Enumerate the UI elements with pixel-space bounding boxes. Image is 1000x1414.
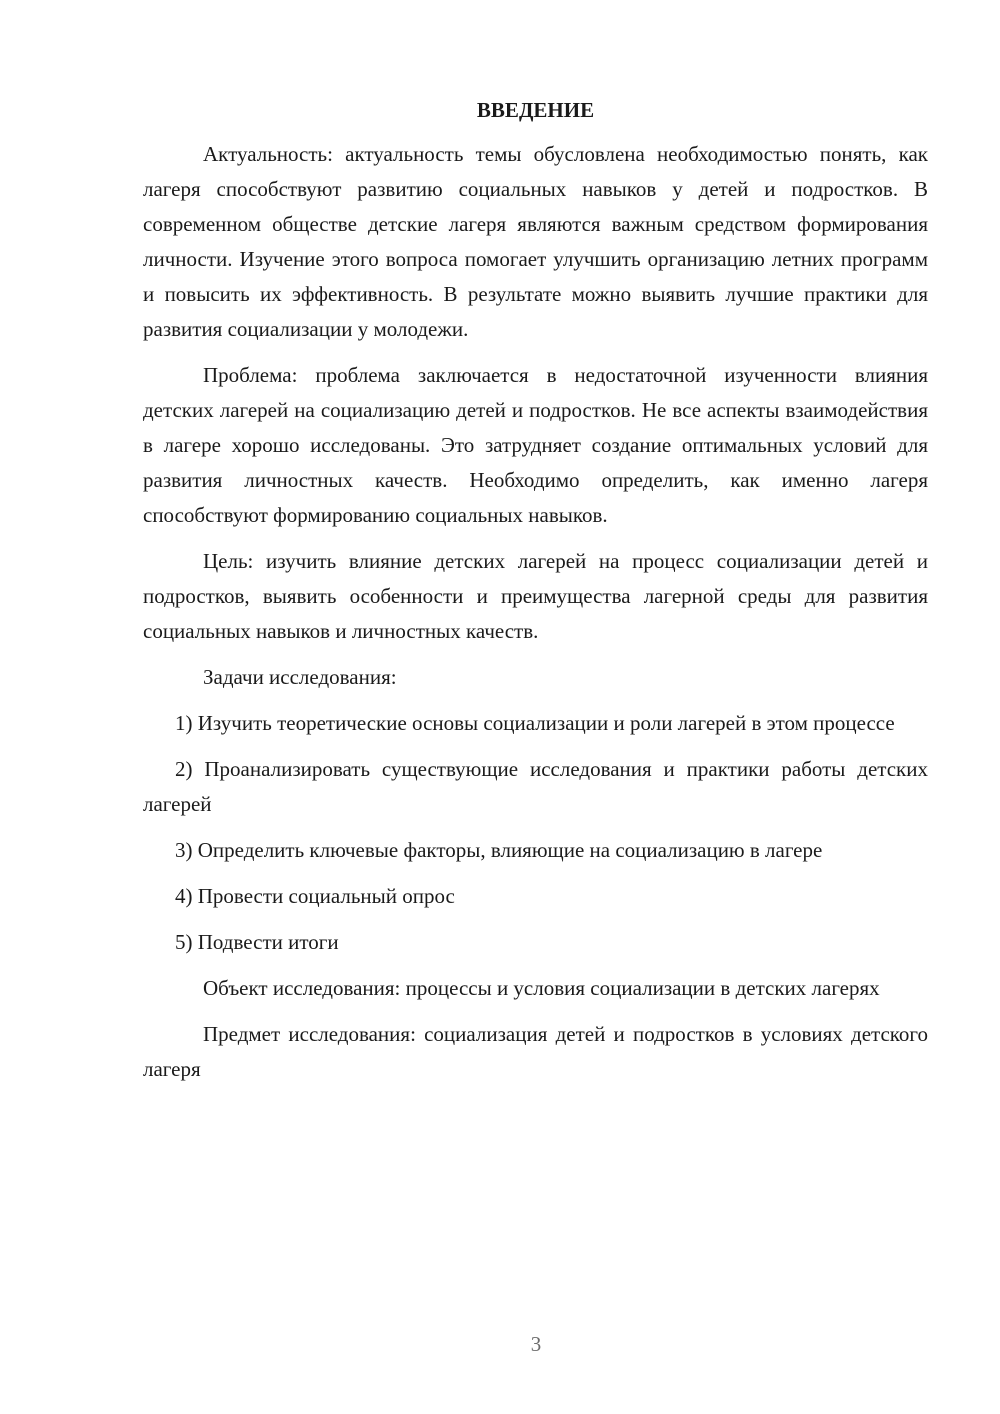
- task-item: 4) Провести социальный опрос: [175, 884, 455, 908]
- task-item: 5) Подвести итоги: [175, 930, 339, 954]
- section-title: ВВЕДЕНИЕ: [476, 98, 595, 122]
- subject-paragraph: Предмет исследования: социализация детей и подростков в условиях детского лагеря: [143, 1022, 928, 1081]
- document-page: [143, 94, 928, 1098]
- problem-paragraph: Проблема: проблема заключается в недостаточной изученности влияния детских лагерей на социализацию детей и подростков. Не все аспекты взаимодействия в лагере хорошо исследованы. Это затрудняет создание оптимальных условий для развития личностных качеств. Необходимо определить, как именно лагеря способствуют формированию социальных навыков.: [143, 363, 928, 527]
- tasks-list: [143, 706, 928, 960]
- task-item: 3) Определить ключевые факторы, влияющие на социализацию в лагере: [175, 838, 823, 862]
- object-paragraph: Объект исследования: процессы и условия социализации в детских лагерях: [203, 976, 880, 1000]
- page-number: 3: [530, 1332, 542, 1356]
- task-item: 2) Проанализировать существующие исследования и практики работы детских лагерей: [143, 757, 928, 816]
- relevance-paragraph: Актуальность: актуальность темы обусловлена необходимостью понять, как лагеря способствуют развитию социальных навыков у детей и подростков. В современном обществе детские лагеря являются важным средством формирования личности. Изучение этого вопроса помогает улучшить организацию летних программ и повысить их эффективность. В результате можно выявить лучшие практики для развития социализации у молодежи.: [143, 142, 928, 341]
- tasks-heading: Задачи исследования:: [203, 665, 397, 689]
- goal-paragraph: Цель: изучить влияние детских лагерей на процесс социализации детей и подростков, выявить особенности и преимущества лагерной среды для развития социальных навыков и личностных качеств.: [143, 549, 928, 643]
- task-item: 1) Изучить теоретические основы социализации и роли лагерей в этом процессе: [175, 711, 895, 735]
